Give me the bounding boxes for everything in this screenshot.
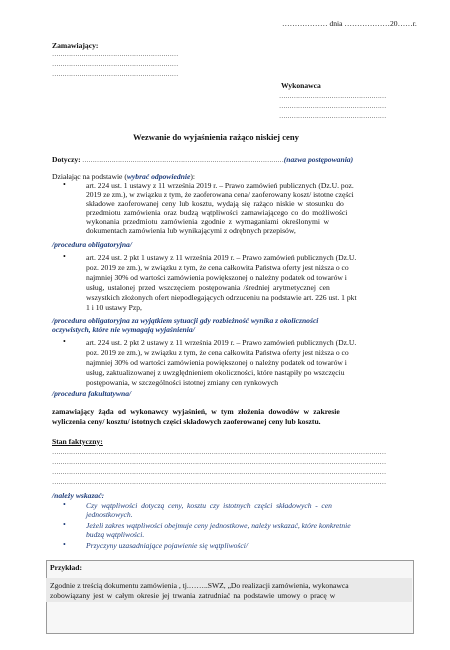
document-title: Wezwanie do wyjaśnienia rażąco niskiej ceny: [133, 132, 299, 142]
item-1-line-4: przedmiotu zamówienia oraz budzą wątpliwości zamawiającego co do możliwości: [86, 208, 348, 217]
indicate-bullet-2-line-2: budzą wątpliwości.: [86, 530, 145, 539]
basis-hint: wybrać odpowiednie: [126, 172, 191, 181]
item-2-line-1: art. 224 ust. 2 pkt 1 ustawy z 11 września 2019 r. – Prawo zamówień publicznych (Dz.U.: [86, 253, 357, 262]
item-3-line-1: art. 224 ust. 2 pkt 2 ustawy z 11 września 2019 r. – Prawo zamówień publicznych (Dz.U.: [86, 338, 357, 347]
bullet-icon: •: [63, 180, 66, 189]
basis-line: [52, 172, 195, 181]
indicate-label: /należy wskazać:: [52, 491, 105, 500]
wykonawca-line-3: ……………………………………………: [279, 113, 387, 120]
item-1-line-5: wykonania przedmiotu zamówienia zgodnie z wymaganiami określonymi w: [86, 217, 329, 226]
wykonawca-line-2: ……………………………………………: [279, 103, 387, 110]
zamawiajacy-line-1: ……………………………………………………: [52, 51, 179, 58]
item-3-tag: /procedura fakultatywna/: [52, 389, 132, 398]
bullet-icon: •: [63, 500, 66, 509]
item-3-line-3: najmniej 30% od wartości zamówienia powiększonej o należny podatek od towarów i: [86, 358, 347, 367]
example-label: Przykład:: [50, 563, 83, 572]
indicate-bullet-2-line-1: Jeżeli zakres wątpliwości obejmuje ceny jednostkowe, należy wskazać, które konkretnie: [86, 521, 351, 530]
indicate-bullet-1-line-2: jednostkowych.: [86, 510, 133, 519]
facts-label: Stan faktyczny:: [52, 437, 103, 446]
zamawiajacy-label: Zamawiający:: [52, 41, 99, 50]
bullet-icon: •: [63, 252, 66, 261]
item-2-line-4: usług, ustalonej przed wszczęciem postępowania /średniej arytmetycznej cen: [86, 283, 330, 292]
zamawiajacy-line-3: ……………………………………………………: [52, 71, 179, 78]
item-1-line-3: składowe zaoferowanej ceny lub kosztu, wydają się rażąco niskie w stosunku do: [86, 199, 344, 208]
item-2-line-2: poz. 2019 ze zm.), w związku z tym, że cena całkowita Państwa oferty jest niższa o co: [86, 263, 349, 272]
facts-line-2: ……………………………………………………………………………………………………………………………………………: [52, 459, 386, 466]
bullet-icon: •: [63, 337, 66, 346]
facts-line-4: ……………………………………………………………………………………………………………………………………………: [52, 479, 386, 486]
facts-line-1: ……………………………………………………………………………………………………………………………………………: [52, 449, 386, 456]
demand-line-1: zamawiający żąda od wykonawcy wyjaśnień, w tym złożenia dowodów w zakresie: [52, 407, 340, 416]
basis-suffix: ):: [190, 172, 195, 181]
dotyczy-dots: ……………………………………………………………………………………: [80, 157, 284, 164]
dotyczy-label: Dotyczy:: [52, 155, 81, 164]
bullet-icon: •: [63, 540, 66, 549]
item-3-line-4: usług, zaktualizowanej z uwzględnieniem okoliczności, które nastąpiły po wszczęciu: [86, 368, 345, 377]
bullet-icon: •: [63, 520, 66, 529]
demand-line-2: wyliczenia ceny/ kosztu/ istotnych części składowych zaoferowanej ceny lub kosztu.: [52, 417, 321, 426]
dotyczy-line: [52, 155, 353, 165]
indicate-bullet-1-line-1: Czy wątpliwości dotyczą ceny, kosztu czy istotnych części składowych - cen: [86, 501, 332, 510]
item-2-tag-cont: oczywistych, które nie wymagają wyjaśnienia/: [52, 325, 195, 334]
indicate-bullet-3-line-1: Przyczyny uzasadniające pojawienie się wątpliwości/: [86, 541, 248, 550]
example-line-2: zobowiązany jest w całym okresie jej trwania zatrudniać na podstawie umowy o pracę w: [50, 591, 336, 600]
basis-prefix: Działając na podstawie (: [52, 172, 127, 181]
item-1-line-1: art. 224 ust. 1 ustawy z 11 września 2019 r. – Prawo zamówień publicznych (Dz.U. poz.: [86, 181, 354, 190]
zamawiajacy-line-2: ……………………………………………………: [52, 61, 179, 68]
item-3-line-5: postępowania, w szczególności istotnej zmiany cen rynkowych: [86, 378, 279, 387]
wykonawca-line-1: ……………………………………………: [279, 93, 387, 100]
item-1-line-6: dokumentach zamówienia lub wynikającymi z odrębnych przepisów,: [86, 226, 296, 235]
facts-line-3: ……………………………………………………………………………………………………………………………………………: [52, 469, 386, 476]
dotyczy-hint: (nazwa postępowania): [283, 155, 354, 164]
item-1-tag: /procedura obligatoryjna/: [52, 240, 132, 249]
item-2-line-5: wszystkich złożonych ofert niepodlegających odrzuceniu na podstawie art. 226 ust. 1 pkt: [86, 293, 357, 302]
item-2-line-3: najmniej 30% od wartości zamówienia powiększonej o należny podatek od towarów i: [86, 273, 347, 282]
item-3-line-2: poz. 2019 ze zm.), w związku z tym, że cena całkowita Państwa oferty jest niższa o co: [86, 348, 349, 357]
item-1-line-2: 2019 ze zm.), w związku z tym, że zaoferowana cena/ zaoferowany koszt/ istotne części: [86, 190, 354, 199]
date-line: ……………… dnia ………………20……r.: [282, 19, 417, 28]
item-2-line-6: 1 i 10 ustawy Pzp,: [86, 303, 142, 312]
wykonawca-label: Wykonawca: [281, 81, 321, 90]
item-2-tag: /procedura obligatoryjna za wyjątkiem sytuacji gdy rozbieżność wynika z okoliczności: [52, 316, 319, 325]
example-line-1: Zgodnie z treścią dokumentu zamówienia , tj.……..SWZ, „Do realizacji zamówienia, wykonawca: [50, 581, 349, 590]
